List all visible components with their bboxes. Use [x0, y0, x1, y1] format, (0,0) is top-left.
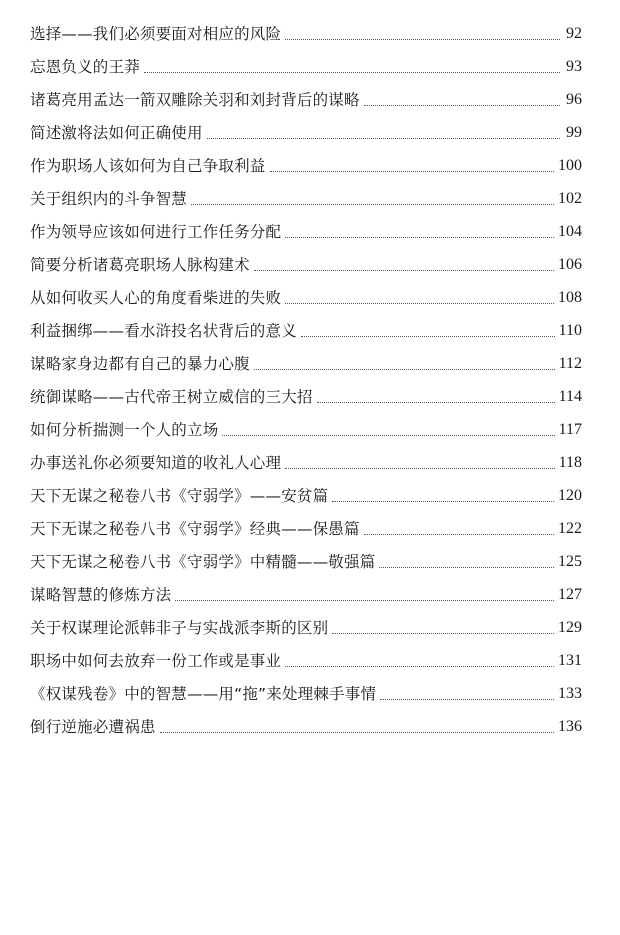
dot-leader — [222, 434, 554, 436]
toc-entry[interactable] — [30, 275, 582, 308]
toc-entry-title: 《权谋残卷》中的智慧——用“拖”来处理棘手事情 — [30, 685, 377, 703]
toc-entry[interactable] — [30, 374, 582, 407]
dot-leader — [364, 104, 560, 106]
toc-entry-title: 如何分析揣测一个人的立场 — [30, 421, 219, 439]
dot-leader — [285, 236, 554, 238]
dot-leader — [207, 137, 560, 139]
toc-entry-title: 倒行逆施必遭祸患 — [30, 718, 156, 736]
toc-entry-page-number: 96 — [566, 91, 582, 108]
toc-entry-title: 关于组织内的斗争智慧 — [30, 190, 188, 208]
dot-leader — [285, 302, 554, 304]
dot-leader — [317, 401, 555, 403]
dot-leader — [285, 38, 560, 40]
toc-entry-title: 从如何收买人心的角度看柴进的失败 — [30, 289, 282, 307]
toc-entry-title: 作为职场人该如何为自己争取利益 — [30, 157, 266, 175]
toc-entry-page-number: 114 — [558, 388, 582, 405]
toc-entry-title: 谋略家身边都有自己的暴力心腹 — [30, 355, 250, 373]
toc-entry-page-number: 131 — [558, 652, 582, 669]
toc-entry-page-number: 127 — [558, 586, 582, 603]
dot-leader — [191, 203, 554, 205]
toc-entry[interactable] — [30, 341, 582, 374]
dot-leader — [332, 632, 554, 634]
dot-leader — [285, 665, 554, 667]
toc-entry-page-number: 92 — [566, 25, 582, 42]
toc-entry-page-number: 102 — [558, 190, 582, 207]
toc-entry-page-number: 104 — [558, 223, 582, 240]
toc-entry-page-number: 133 — [558, 685, 582, 702]
toc-entry-page-number: 106 — [558, 256, 582, 273]
toc-entry-page-number: 108 — [558, 289, 582, 306]
toc-entry-page-number: 110 — [558, 322, 582, 339]
table-of-contents — [30, 11, 582, 737]
toc-entry[interactable] — [30, 407, 582, 440]
dot-leader — [160, 731, 554, 733]
toc-entry-page-number: 129 — [558, 619, 582, 636]
toc-entry-page-number: 99 — [566, 124, 582, 141]
toc-entry[interactable] — [30, 704, 582, 737]
toc-entry-page-number: 117 — [558, 421, 582, 438]
toc-entry-page-number: 112 — [558, 355, 582, 372]
toc-entry-page-number: 100 — [558, 157, 582, 174]
toc-entry-title: 职场中如何去放弃一份工作或是事业 — [30, 652, 282, 670]
toc-entry[interactable] — [30, 671, 582, 704]
toc-entry-title: 天下无谋之秘卷八书《守弱学》——安贫篇 — [30, 487, 329, 505]
toc-entry-page-number: 136 — [558, 718, 582, 735]
toc-entry[interactable] — [30, 539, 582, 572]
toc-entry-title: 关于权谋理论派韩非子与实战派李斯的区别 — [30, 619, 329, 637]
dot-leader — [285, 467, 554, 469]
toc-entry[interactable] — [30, 308, 582, 341]
toc-entry[interactable] — [30, 473, 582, 506]
toc-entry-title: 利益捆绑——看水浒投名状背后的意义 — [30, 322, 297, 340]
toc-entry-page-number: 93 — [566, 58, 582, 75]
toc-entry-title: 选择——我们必须要面对相应的风险 — [30, 25, 282, 43]
dot-leader — [332, 500, 554, 502]
toc-entry[interactable] — [30, 176, 582, 209]
toc-entry-title: 作为领导应该如何进行工作任务分配 — [30, 223, 282, 241]
dot-leader — [301, 335, 555, 337]
toc-entry-title: 忘恩负义的王莽 — [30, 58, 140, 76]
toc-entry-title: 天下无谋之秘卷八书《守弱学》经典——保愚篇 — [30, 520, 360, 538]
dot-leader — [380, 698, 554, 700]
toc-entry-page-number: 118 — [558, 454, 582, 471]
toc-entry-title: 简述激将法如何正确使用 — [30, 124, 203, 142]
toc-entry[interactable] — [30, 572, 582, 605]
toc-entry[interactable] — [30, 11, 582, 44]
dot-leader — [364, 533, 554, 535]
toc-entry-title: 统御谋略——古代帝王树立威信的三大招 — [30, 388, 313, 406]
dot-leader — [144, 71, 560, 73]
toc-entry[interactable] — [30, 242, 582, 275]
toc-entry[interactable] — [30, 440, 582, 473]
toc-entry-page-number: 120 — [558, 487, 582, 504]
toc-entry[interactable] — [30, 44, 582, 77]
dot-leader — [175, 599, 554, 601]
toc-entry[interactable] — [30, 110, 582, 143]
toc-entry[interactable] — [30, 77, 582, 110]
dot-leader — [270, 170, 554, 172]
toc-entry-title: 诸葛亮用孟达一箭双雕除关羽和刘封背后的谋略 — [30, 91, 360, 109]
toc-entry-title: 天下无谋之秘卷八书《守弱学》中精髓——敬强篇 — [30, 553, 376, 571]
toc-entry[interactable] — [30, 506, 582, 539]
dot-leader — [254, 368, 555, 370]
toc-entry-title: 简要分析诸葛亮职场人脉构建术 — [30, 256, 250, 274]
toc-entry[interactable] — [30, 638, 582, 671]
toc-entry-title: 谋略智慧的修炼方法 — [30, 586, 172, 604]
toc-entry[interactable] — [30, 209, 582, 242]
dot-leader — [254, 269, 554, 271]
toc-entry[interactable] — [30, 143, 582, 176]
dot-leader — [379, 566, 554, 568]
toc-entry-title: 办事送礼你必须要知道的收礼人心理 — [30, 454, 282, 472]
toc-entry[interactable] — [30, 605, 582, 638]
toc-entry-page-number: 125 — [558, 553, 582, 570]
toc-entry-page-number: 122 — [558, 520, 582, 537]
